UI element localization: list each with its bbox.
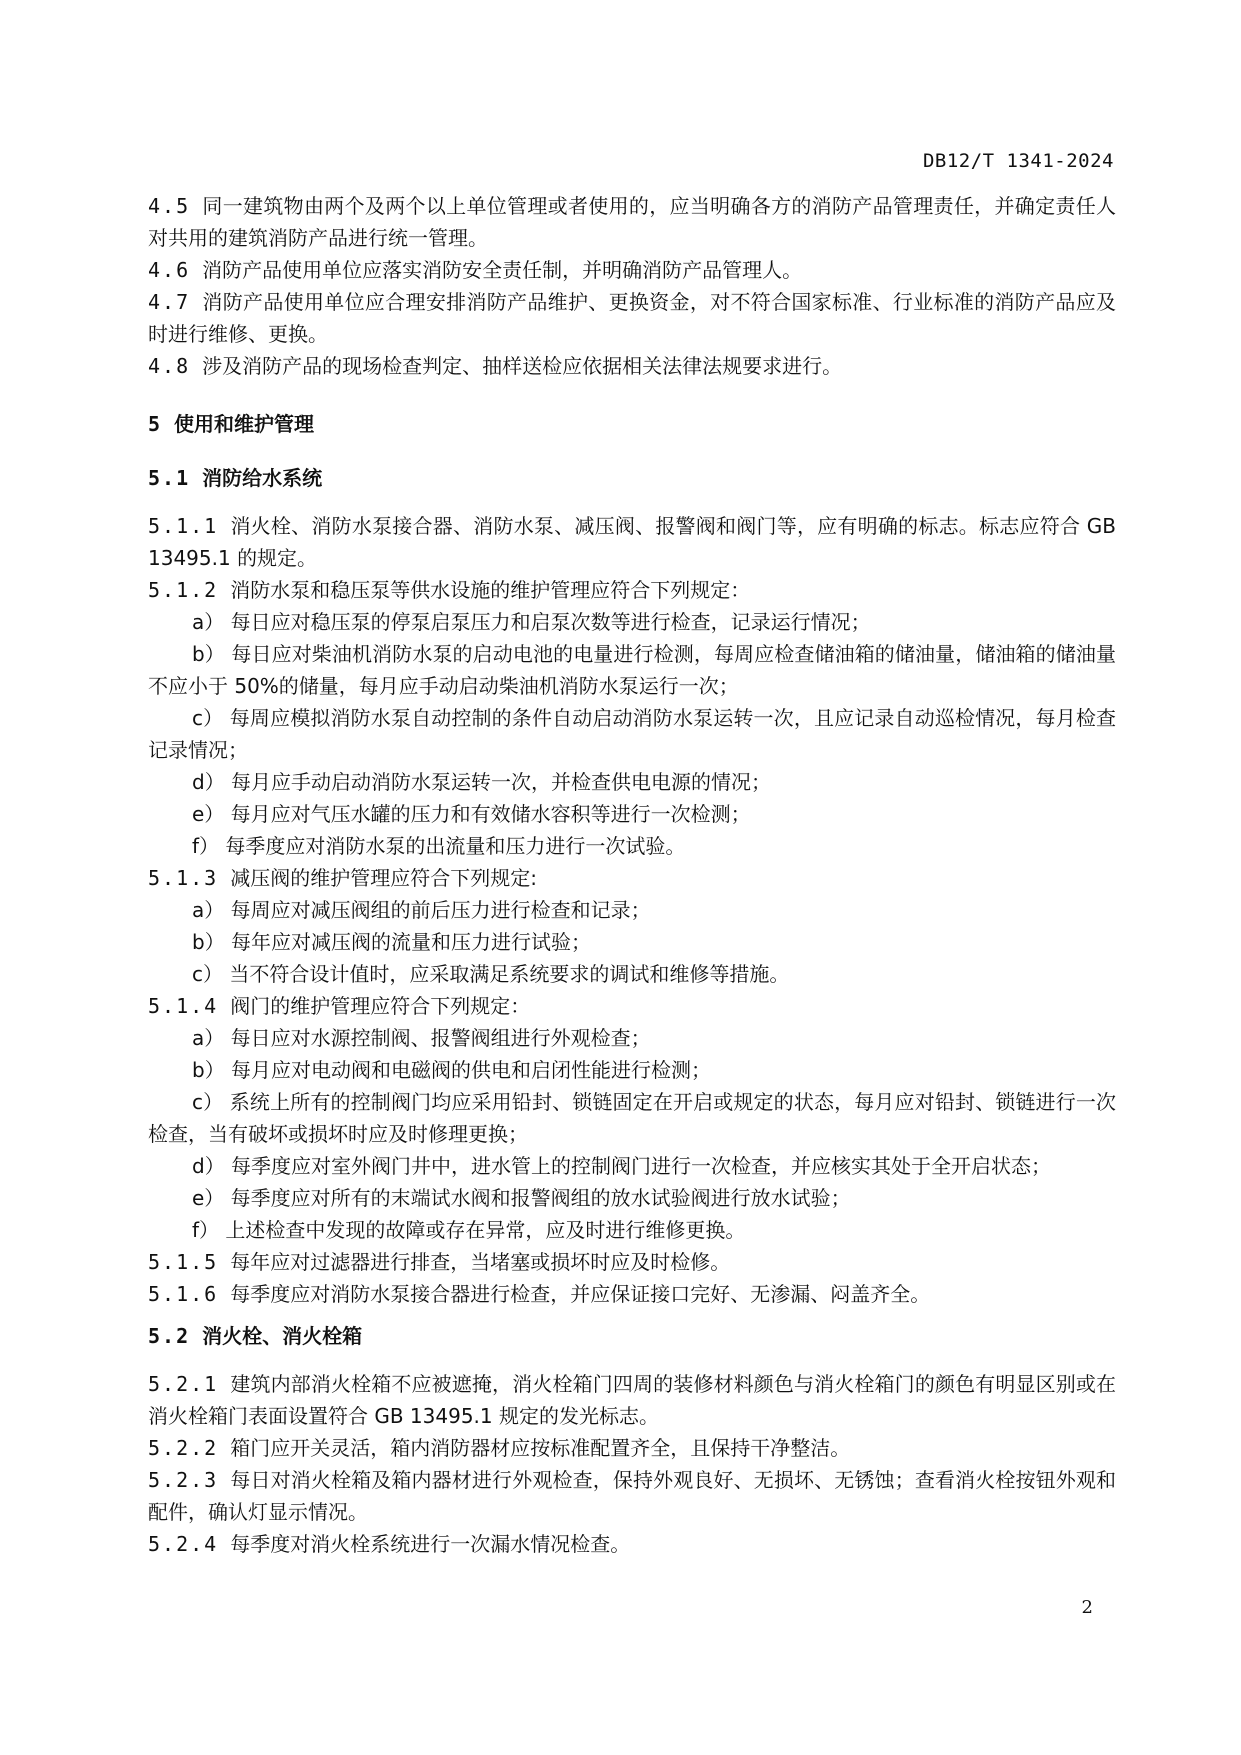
- list-item: f） 每季度应对消防水泵的出流量和压力进行一次试验。: [192, 834, 686, 858]
- section-number: 5.2: [148, 1324, 191, 1348]
- clause-text: 消防水泵和稳压泵等供水设施的维护管理应符合下列规定：: [230, 578, 751, 602]
- clause-number: 5.1.3: [148, 866, 219, 890]
- list-item: a） 每周应对减压阀组的前后压力进行检查和记录；: [192, 898, 651, 922]
- section-title: 消防给水系统: [202, 466, 323, 490]
- clause-text: 每季度应对消防水泵接合器进行检查，并应保证接口完好、无渗漏、闷盖齐全。: [230, 1282, 931, 1306]
- clause-text: 同一建筑物由两个及两个以上单位管理或者使用的，应当明确各方的消防产品管理责任，并确定责任人对共用的建筑消防产品进行统一管理。: [148, 194, 1116, 250]
- clause-text: 箱门应开关灵活，箱内消防器材应按标准配置齐全，且保持干净整洁。: [230, 1436, 851, 1460]
- clause-5-1-1: [148, 510, 1116, 574]
- clause-5-2-3: [148, 1464, 1116, 1528]
- list-item: e） 每季度应对所有的末端试水阀和报警阀组的放水试验阀进行放水试验；: [192, 1186, 851, 1210]
- clause-number: 5.1.5: [148, 1250, 219, 1274]
- clause-4-5: [148, 190, 1116, 254]
- section-number: 5.1: [148, 466, 191, 490]
- list-item: c） 系统上所有的控制阀门均应采用铅封、锁链固定在开启或规定的状态，每月应对铅封、锁链进行一次检查，当有破坏或损坏时应及时修理更换；: [148, 1090, 1116, 1146]
- clause-text: 消防产品使用单位应合理安排消防产品维护、更换资金，对不符合国家标准、行业标准的消防产品应及时进行维修、更换。: [148, 290, 1116, 346]
- clause-4-6: [148, 254, 1116, 286]
- section-5-1-heading: [148, 462, 1116, 494]
- clause-5-1-5: [148, 1246, 1116, 1278]
- list-item: a） 每日应对水源控制阀、报警阀组进行外观检查；: [192, 1026, 651, 1050]
- clause-text: 涉及消防产品的现场检查判定、抽样送检应依据相关法律法规要求进行。: [202, 354, 843, 378]
- list-item: f） 上述检查中发现的故障或存在异常，应及时进行维修更换。: [192, 1218, 746, 1242]
- list-item: b） 每年应对减压阀的流量和压力进行试验；: [192, 930, 592, 954]
- clause-text: 减压阀的维护管理应符合下列规定:: [230, 866, 537, 890]
- clause-5-1-3: [148, 862, 1116, 894]
- section-title: 使用和维护管理: [174, 412, 315, 436]
- clause-5-1-2: [148, 574, 1116, 606]
- list-item: c） 每周应模拟消防水泵自动控制的条件自动启动消防水泵运转一次，且应记录自动巡检情况，每月检查记录情况；: [148, 706, 1116, 762]
- clause-5-2-4: [148, 1528, 1116, 1560]
- clause-5-1-4: [148, 990, 1116, 1022]
- clause-number: 4.5: [148, 194, 191, 218]
- clause-number: 4.6: [148, 258, 191, 282]
- list-item: b） 每日应对柴油机消防水泵的启动电池的电量进行检测，每周应检查储油箱的储油量，储油箱的储油量不应小于 50%的储量，每月应手动启动柴油机消防水泵运行一次；: [148, 642, 1116, 698]
- clause-text: 每日对消火栓箱及箱内器材进行外观检查，保持外观良好、无损坏、无锈蚀；查看消火栓按钮外观和配件，确认灯显示情况。: [148, 1468, 1116, 1524]
- section-5-heading: [148, 408, 1116, 440]
- list-item: c） 当不符合设计值时，应采取满足系统要求的调试和维修等措施。: [192, 962, 790, 986]
- clause-number: 5.2.1: [148, 1372, 219, 1396]
- list-item: d） 每季度应对室外阀门井中，进水管上的控制阀门进行一次检查，并应核实其处于全开启状态；: [192, 1154, 1052, 1178]
- clause-text: 建筑内部消火栓箱不应被遮掩，消火栓箱门四周的装修材料颜色与消火栓箱门的颜色有明显区别或在消火栓箱门表面设置符合 GB 13495.1 规定的发光标志。: [148, 1372, 1116, 1428]
- clause-5-1-6: [148, 1278, 1116, 1310]
- page-content: [148, 190, 1116, 1560]
- clause-number: 5.2.4: [148, 1532, 219, 1556]
- clause-5-2-2: [148, 1432, 1116, 1464]
- list-item: b） 每月应对电动阀和电磁阀的供电和启闭性能进行检测；: [192, 1058, 712, 1082]
- clause-number: 4.8: [148, 354, 191, 378]
- section-title: 消火栓、消火栓箱: [202, 1324, 363, 1348]
- clause-4-8: [148, 350, 1116, 382]
- clause-5-2-1: [148, 1368, 1116, 1432]
- list-item: e） 每月应对气压水罐的压力和有效储水容积等进行一次检测；: [192, 802, 751, 826]
- section-number: 5: [148, 412, 163, 436]
- section-5-2-heading: [148, 1320, 1116, 1352]
- clause-text: 消防产品使用单位应落实消防安全责任制，并明确消防产品管理人。: [202, 258, 803, 282]
- clause-number: 5.1.6: [148, 1282, 219, 1306]
- clause-number: 5.2.3: [148, 1468, 219, 1492]
- clause-4-7: [148, 286, 1116, 350]
- page-number: 2: [1081, 1597, 1093, 1618]
- doc-header-id: DB12/T 1341-2024: [922, 150, 1114, 172]
- clause-text: 阀门的维护管理应符合下列规定：: [230, 994, 531, 1018]
- clause-text: 消火栓、消防水泵接合器、消防水泵、减压阀、报警阀和阀门等，应有明确的标志。标志应符合 GB 13495.1 的规定。: [148, 514, 1116, 570]
- clause-number: 5.1.1: [148, 514, 219, 538]
- list-item: a） 每日应对稳压泵的停泵启泵压力和启泵次数等进行检查，记录运行情况；: [192, 610, 871, 634]
- clause-number: 5.2.2: [148, 1436, 219, 1460]
- clause-text: 每季度对消火栓系统进行一次漏水情况检查。: [230, 1532, 631, 1556]
- clause-number: 4.7: [148, 290, 191, 314]
- clause-number: 5.1.2: [148, 578, 219, 602]
- clause-number: 5.1.4: [148, 994, 219, 1018]
- list-item: d） 每月应手动启动消防水泵运转一次，并检查供电电源的情况；: [192, 770, 772, 794]
- clause-text: 每年应对过滤器进行排查，当堵塞或损坏时应及时检修。: [230, 1250, 731, 1274]
